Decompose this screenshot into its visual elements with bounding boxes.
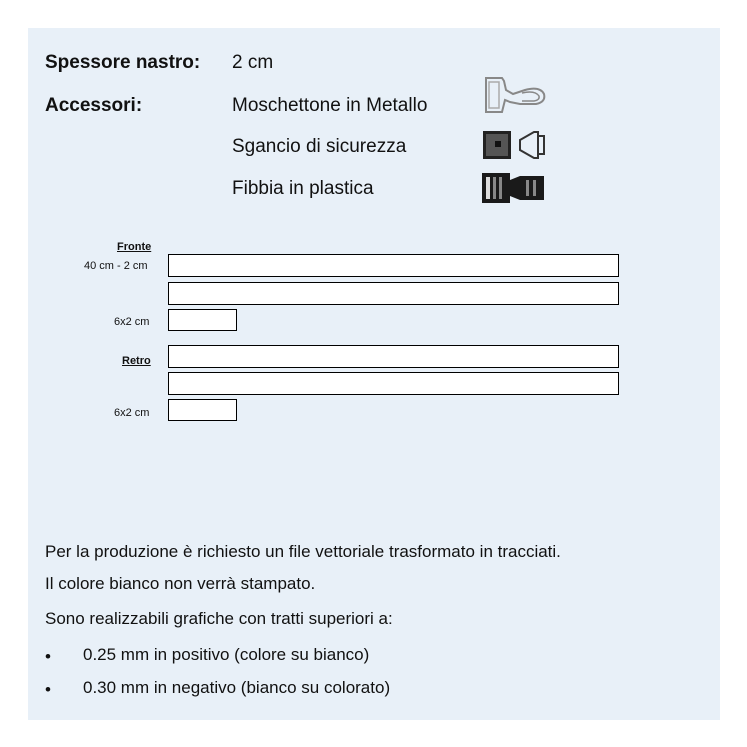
front-line-2-field[interactable]: [168, 282, 619, 305]
back-heading: Retro: [122, 355, 151, 367]
note-line-2: Il colore bianco non verrà stampato.: [45, 574, 316, 593]
front-heading: Fronte: [117, 241, 152, 253]
accessory-carabiner-label: Moschettone in Metallo: [232, 95, 428, 116]
front-small-label: 6x2 cm: [114, 316, 150, 328]
front-size-label: 40 cm - 2 cm: [84, 260, 148, 272]
note-line-3: Sono realizzabili grafiche con tratti superiori a:: [45, 609, 393, 628]
note-line-1: Per la produzione è richiesto un file vettoriale trasformato in tracciati.: [45, 542, 561, 561]
product-spec-panel: [28, 28, 720, 720]
bullet-marker: •: [45, 647, 51, 666]
back-line-2-field[interactable]: [168, 372, 619, 395]
accessories-label: Accessori:: [45, 95, 143, 116]
bullet-item: 0.30 mm in negativo (bianco su colorato): [83, 678, 391, 697]
front-small-field[interactable]: [168, 309, 237, 331]
carabiner-icon: [480, 74, 550, 121]
back-line-1-field[interactable]: [168, 345, 619, 368]
bullet-item: 0.25 mm in positivo (colore su bianco): [83, 645, 370, 664]
safety-release-icon: [480, 128, 550, 167]
plastic-buckle-icon: [480, 170, 550, 211]
thickness-label: Spessore nastro:: [45, 52, 201, 73]
accessory-safety-release-label: Sgancio di sicurezza: [232, 136, 407, 157]
back-small-field[interactable]: [168, 399, 237, 421]
thickness-value: 2 cm: [232, 52, 274, 73]
accessory-plastic-buckle-label: Fibbia in plastica: [232, 178, 374, 199]
bullet-marker: •: [45, 680, 51, 699]
back-small-label: 6x2 cm: [114, 407, 150, 419]
front-line-1-field[interactable]: [168, 254, 619, 277]
